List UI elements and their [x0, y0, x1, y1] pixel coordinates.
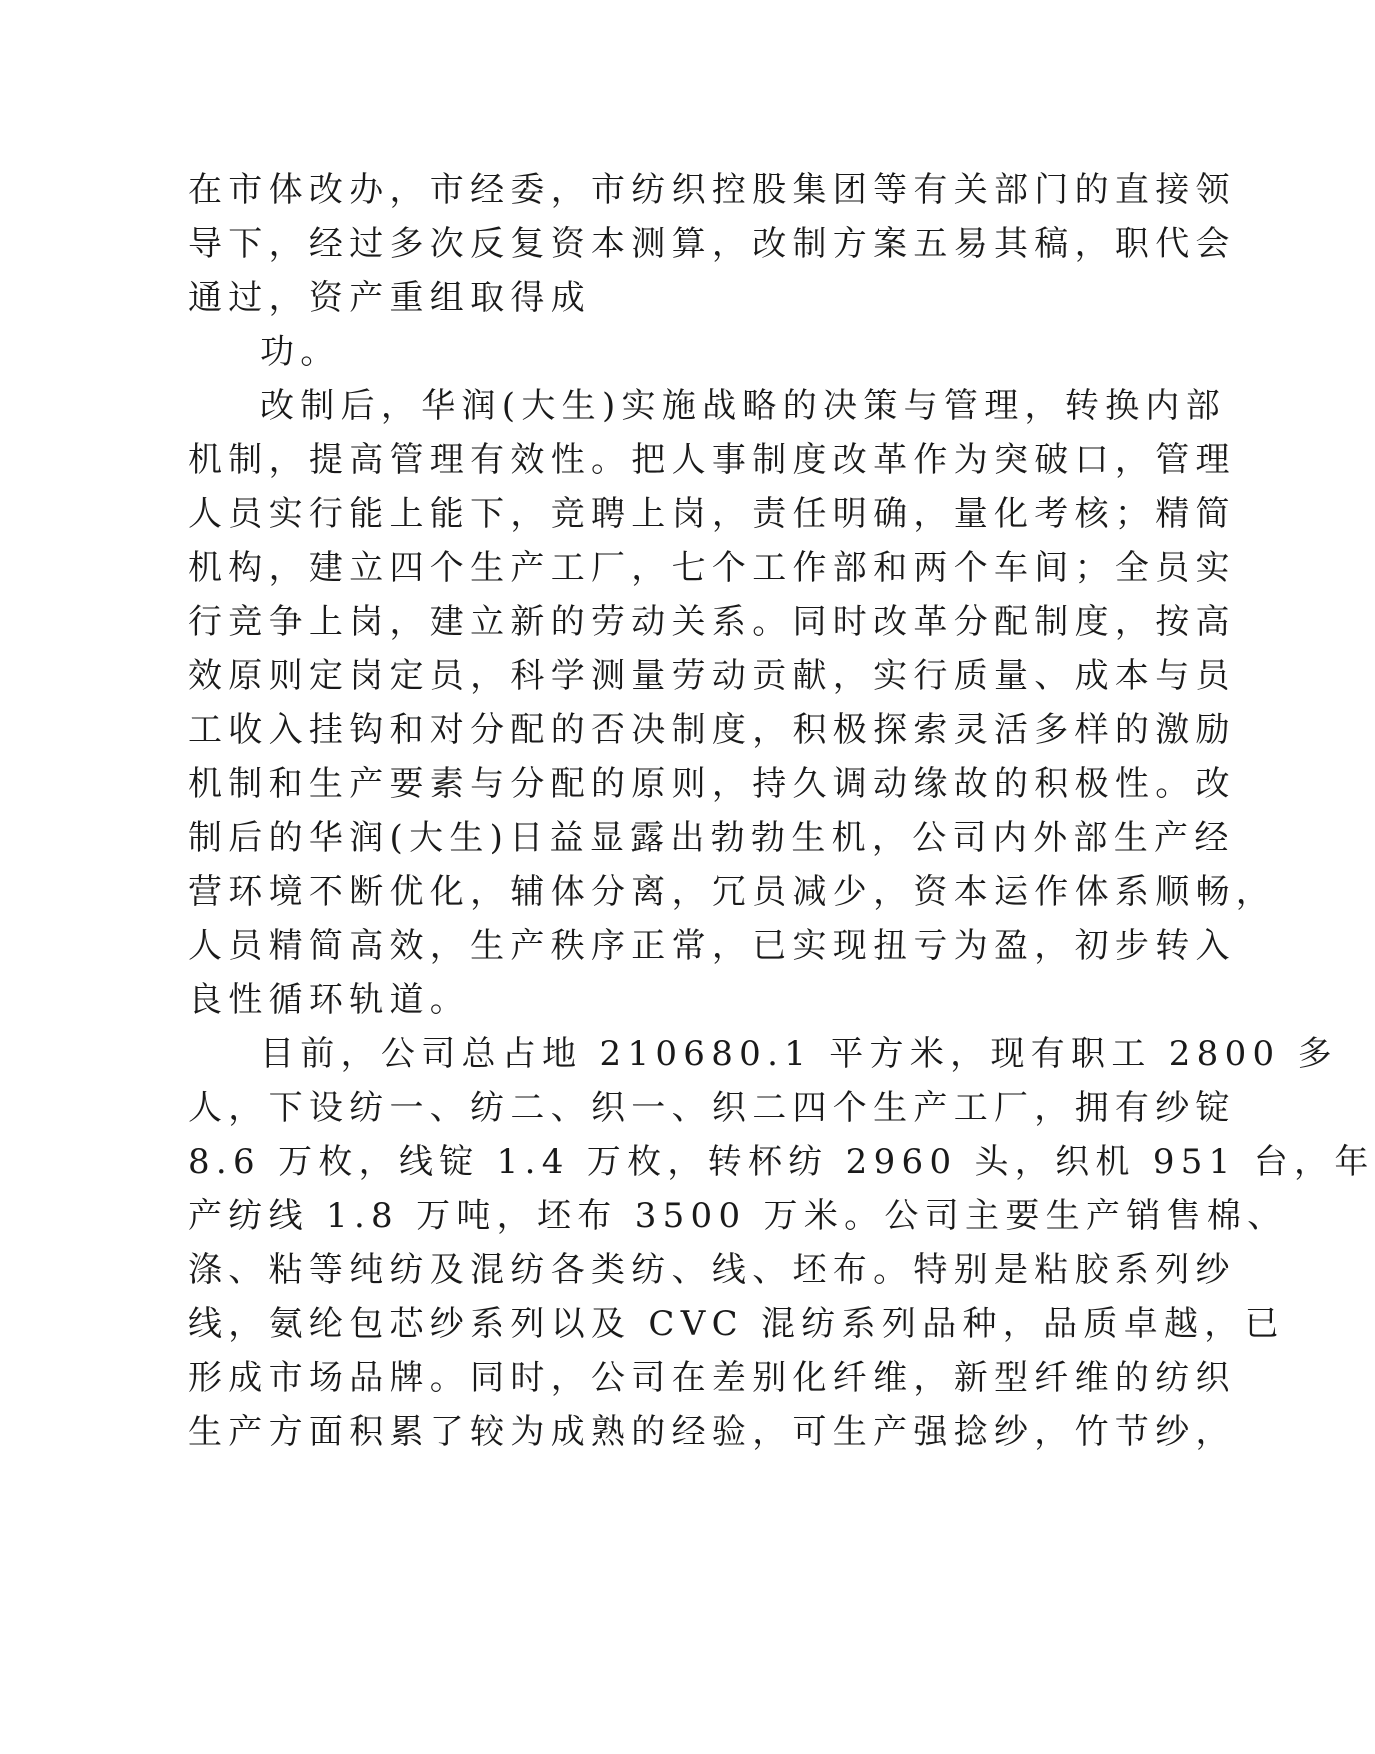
- paragraph-start-line: 目前，公司总占地 210680.1 平方米，现有职工 2800 多: [260, 1034, 1338, 1074]
- text-line: 8.6 万枚，线锭 1.4 万枚，转杯纺 2960 头，织机 951 台，年: [188, 1142, 1375, 1182]
- text-line: 良性循环轨道。: [188, 980, 471, 1020]
- text-line: 机制和生产要素与分配的原则，持久调动缘故的积极性。改: [188, 764, 1236, 804]
- text-line: 产纺线 1.8 万吨，坯布 3500 万米。公司主要生产销售棉、: [188, 1196, 1288, 1236]
- text-line: 功。: [260, 332, 341, 372]
- text-line: 效原则定岗定员，科学测量劳动贡献，实行质量、成本与员: [188, 656, 1236, 696]
- text-line: 机构，建立四个生产工厂，七个工作部和两个车间；全员实: [188, 548, 1236, 588]
- paragraph-start-line: 改制后，华润(大生)实施战略的决策与管理，转换内部: [260, 386, 1227, 426]
- text-line: 行竞争上岗，建立新的劳动关系。同时改革分配制度，按高: [188, 602, 1236, 642]
- text-line: 工收入挂钩和对分配的否决制度，积极探索灵活多样的激励: [188, 710, 1236, 750]
- text-line: 导下，经过多次反复资本测算，改制方案五易其稿，职代会: [188, 224, 1236, 264]
- text-line: 制后的华润(大生)日益显露出勃勃生机，公司内外部生产经: [188, 818, 1235, 858]
- text-line: 机制，提高管理有效性。把人事制度改革作为突破口，管理: [188, 440, 1236, 480]
- text-line: 形成市场品牌。同时，公司在差别化纤维，新型纤维的纺织: [188, 1358, 1236, 1398]
- text-line: 营环境不断优化，辅体分离，冗员减少，资本运作体系顺畅，: [188, 872, 1277, 912]
- text-line: 人，下设纺一、纺二、织一、织二四个生产工厂，拥有纱锭: [188, 1088, 1236, 1128]
- text-line: 涤、粘等纯纺及混纺各类纺、线、坯布。特别是粘胶系列纱: [188, 1250, 1236, 1290]
- text-line: 生产方面积累了较为成熟的经验，可生产强捻纱，竹节纱，: [188, 1412, 1236, 1452]
- text-line: 线，氨纶包芯纱系列以及 CVC 混纺系列品种，品质卓越，已: [188, 1304, 1285, 1344]
- text-line: 在市体改办，市经委，市纺织控股集团等有关部门的直接领: [188, 170, 1236, 210]
- text-line: 人员精简高效，生产秩序正常，已实现扭亏为盈，初步转入: [188, 926, 1236, 966]
- body-text: [188, 163, 1375, 1459]
- text-line: 通过，资产重组取得成: [188, 278, 591, 318]
- text-line: 人员实行能上能下，竞聘上岗，责任明确，量化考核；精简: [188, 494, 1236, 534]
